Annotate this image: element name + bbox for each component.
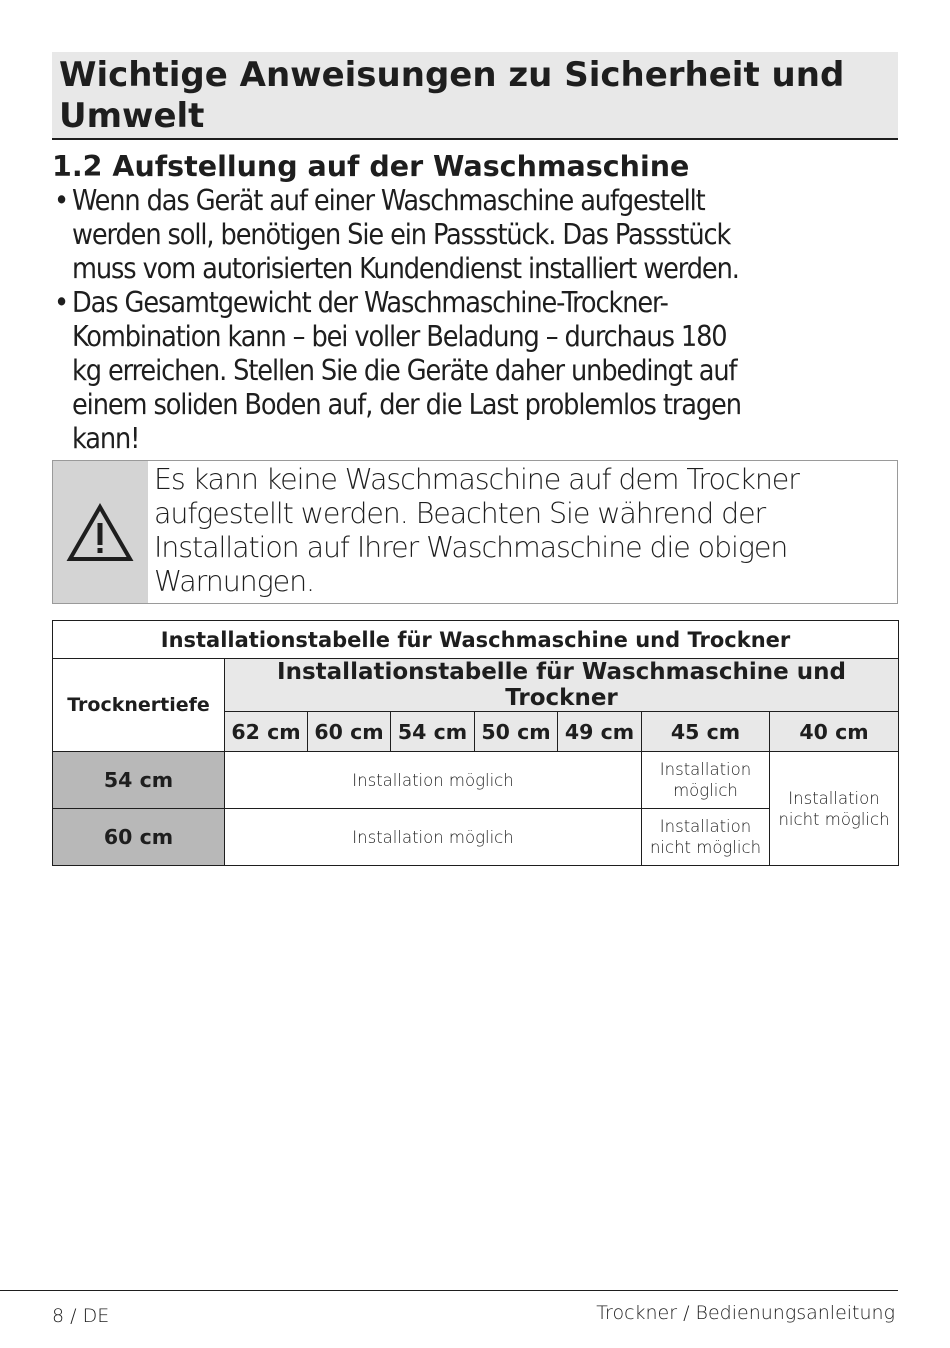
column-header: 60 cm (308, 712, 391, 752)
table-cell (642, 752, 770, 809)
page-number: 8 / DE (52, 1305, 110, 1327)
table-cell: Installation möglich (225, 752, 642, 809)
column-header: 49 cm (558, 712, 642, 752)
bullet-line: • Wenn das Gerät auf einer Waschmaschine aufgestellt (72, 184, 705, 217)
warning-triangle-icon (66, 503, 134, 563)
installation-table (52, 620, 899, 866)
table-caption: Installationstabelle für Waschmaschine und Trockner (53, 621, 899, 659)
warning-icon-cell (53, 461, 148, 603)
cell-line: Installation (659, 817, 752, 836)
cell-line: nicht möglich (778, 809, 890, 829)
bullet-line: kann! (72, 422, 140, 455)
chapter-header (52, 52, 898, 140)
footer-divider (0, 1290, 898, 1291)
row-depth-label: 54 cm (53, 752, 225, 809)
warning-text: Es kann keine Waschmaschine auf dem Trockner aufgestellt werden. Beachten Sie während der Installation auf Ihrer Waschmaschine die obigen Warnungen. (154, 463, 799, 598)
bullet-item (52, 286, 898, 456)
bullet-line: werden soll, benötigen Sie ein Passstück. Das Passstück (72, 218, 731, 251)
footer-title: Trockner / Bedienungsanleitung (596, 1302, 895, 1324)
bullet-list (52, 184, 898, 456)
table-cell (770, 752, 899, 866)
row-depth-label: 60 cm (53, 809, 225, 866)
cell-line: möglich (673, 781, 738, 800)
bullet-line: einem soliden Boden auf, der die Last problemlos tragen (72, 388, 741, 421)
bullet-item (52, 184, 898, 286)
cell-line: nicht möglich (649, 838, 762, 857)
bullet-line: • Das Gesamtgewicht der Waschmaschine-Trockner- (72, 286, 668, 319)
column-header: 50 cm (475, 712, 558, 752)
cell-line: Installation (659, 760, 752, 779)
table-row (53, 752, 899, 809)
column-header: 40 cm (770, 712, 899, 752)
column-header: 45 cm (642, 712, 770, 752)
bullet-line: kg erreichen. Stellen Sie die Geräte daher unbedingt auf (72, 354, 737, 387)
table-cell (642, 809, 770, 866)
table-cell: Installation möglich (225, 809, 642, 866)
column-header: 54 cm (391, 712, 475, 752)
bullet-line: Kombination kann – bei voller Beladung – durchaus 180 (72, 320, 727, 353)
column-header: 62 cm (225, 712, 308, 752)
row-header-label: Trocknertiefe (53, 659, 225, 752)
cell-line: Installation (788, 788, 880, 808)
chapter-title: Wichtige Anweisungen zu Sicherheit und Umwelt (59, 55, 845, 136)
bullet-line: muss vom autorisierten Kundendienst installiert werden. (72, 252, 739, 285)
warning-box (52, 460, 898, 604)
table-subheader: Installationstabelle für Waschmaschine und Trockner (225, 659, 899, 712)
section-title: 1.2 Aufstellung auf der Waschmaschine (52, 150, 690, 183)
